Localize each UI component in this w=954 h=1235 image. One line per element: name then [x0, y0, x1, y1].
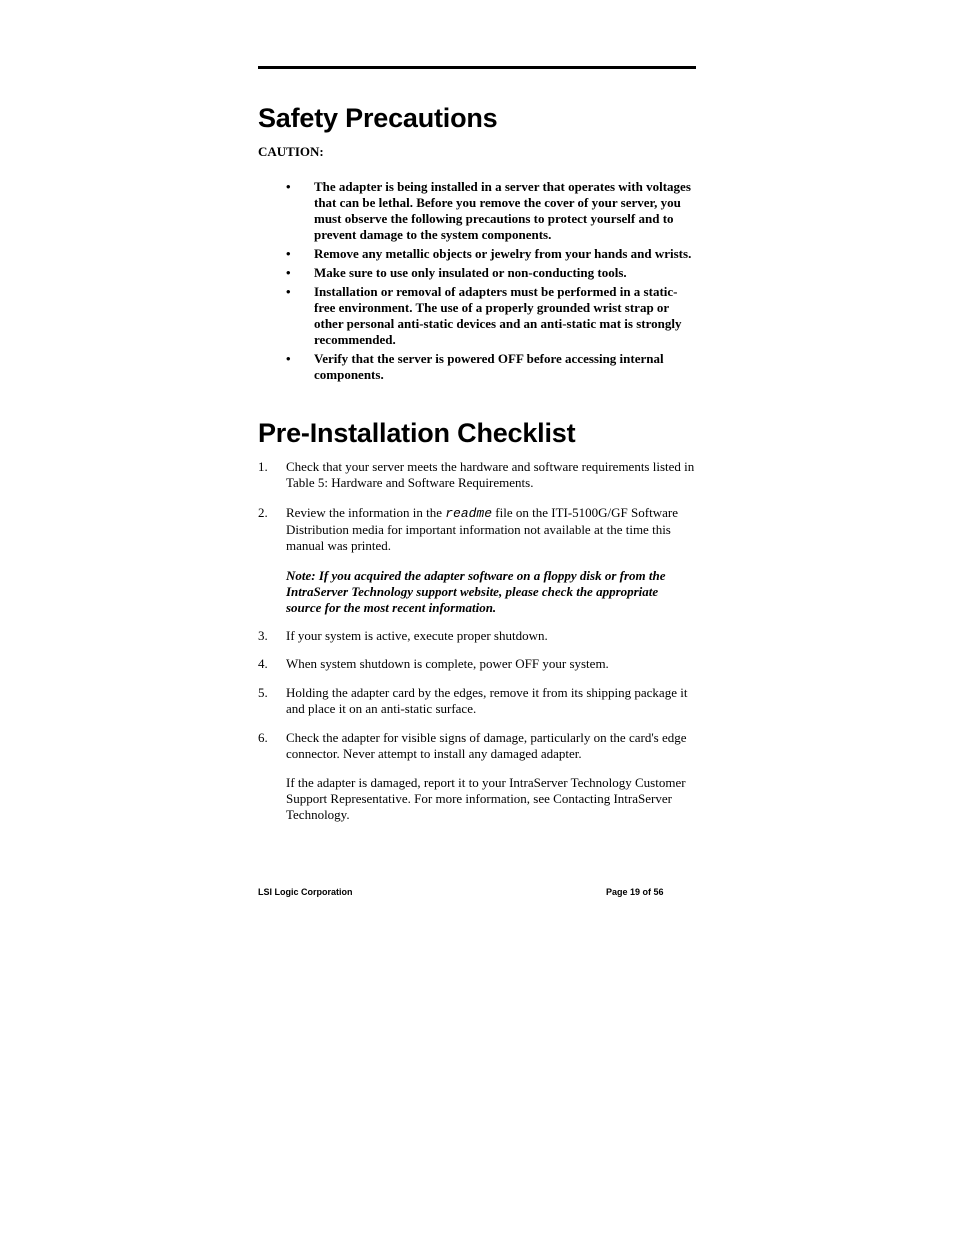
bullet-icon: • [286, 284, 291, 299]
step-text-after: file on the ITI-5100G/GF Software Distribution media for important information not available at the time this manual was printed. [286, 505, 678, 553]
list-item [286, 351, 696, 383]
bullet-icon: • [286, 351, 291, 366]
step-note: Note: If you acquired the adapter software on a floppy disk or from the IntraServer Technology support website, please check the appropriate source for the most recent information. [286, 568, 666, 615]
list-item [258, 685, 696, 717]
step-text: Check the adapter for visible signs of damage, particularly on the card's edge connector. Never attempt to install any damaged adapter. [286, 730, 687, 761]
step-text: Holding the adapter card by the edges, remove it from its shipping package it and place it on an anti-static surface. [286, 685, 688, 716]
list-item [258, 628, 696, 644]
bullet-icon: • [286, 179, 291, 194]
step-number: 1. [258, 459, 268, 474]
step-text: Check that your server meets the hardware and software requirements listed in Table 5: Hardware and Software Requirements. [286, 459, 695, 490]
step-text [286, 505, 696, 554]
bullet-icon: • [286, 265, 291, 280]
step-text-before: Review the information in the [286, 505, 446, 520]
bullet-text: Make sure to use only insulated or non-conducting tools. [314, 265, 627, 280]
list-item [258, 656, 696, 672]
pre-installation-checklist-heading: Pre-Installation Checklist [258, 418, 576, 448]
step-number: 3. [258, 628, 268, 643]
bullet-icon: • [286, 246, 291, 261]
bullet-text: Installation or removal of adapters must be performed in a static-free environment. The use of a properly grounded wrist strap or other personal anti-static devices and an anti-static mat is strongly recommended. [314, 284, 682, 347]
footer-company: LSI Logic Corporation [258, 887, 353, 897]
safety-bullet-list [286, 179, 696, 386]
step-number: 2. [258, 505, 268, 520]
bullet-text: Verify that the server is powered OFF before accessing internal components. [314, 351, 664, 382]
bullet-text: The adapter is being installed in a server that operates with voltages that can be lethal. Before you remove the cover of your server, you must observe the following precautions to protect yourself and to prevent damage to the system components. [314, 179, 691, 242]
list-item [258, 505, 696, 616]
list-item [286, 265, 696, 281]
list-item [286, 246, 696, 262]
bullet-text: Remove any metallic objects or jewelry from your hands and wrists. [314, 246, 692, 261]
caution-label: CAUTION: [258, 144, 324, 159]
safety-precautions-heading: Safety Precautions [258, 103, 498, 133]
list-item [286, 284, 696, 348]
step-number: 6. [258, 730, 268, 745]
step-text: When system shutdown is complete, power OFF your system. [286, 656, 609, 671]
list-item [286, 179, 696, 243]
list-item [258, 459, 696, 491]
readme-file-name: readme [445, 506, 493, 521]
checklist-steps [258, 459, 696, 823]
step-number: 4. [258, 656, 268, 671]
list-item [258, 730, 696, 823]
step-text: If your system is active, execute proper shutdown. [286, 628, 548, 643]
step-number: 5. [258, 685, 268, 700]
footer-page-number: Page 19 of 56 [606, 887, 664, 897]
top-rule [258, 66, 696, 69]
step-extra-text: If the adapter is damaged, report it to your IntraServer Technology Customer Support Representative. For more information, see Contacting IntraServer Technology. [286, 775, 686, 822]
